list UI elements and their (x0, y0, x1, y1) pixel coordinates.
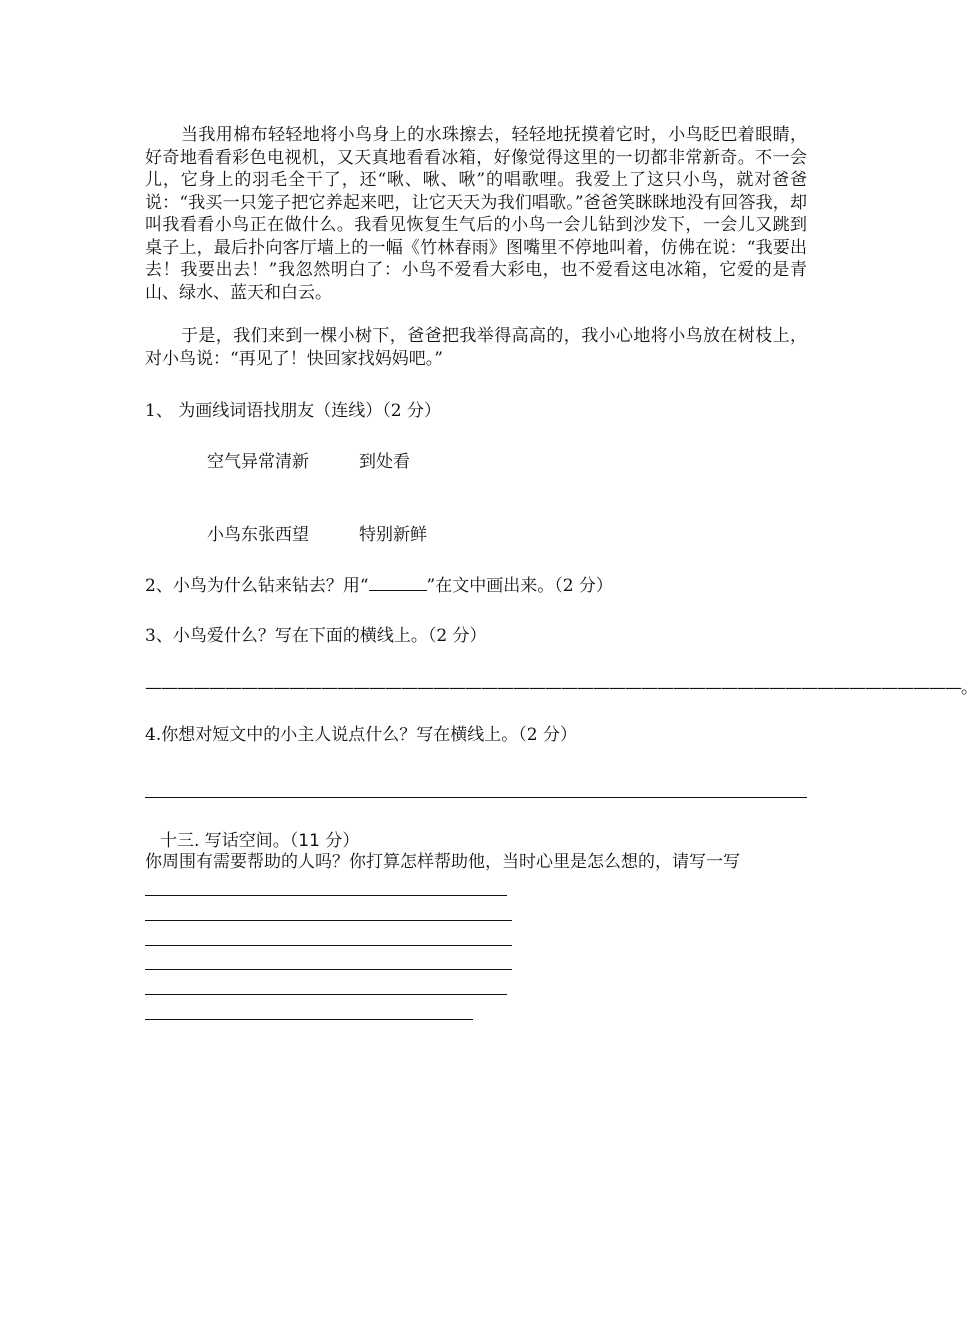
question-2 (145, 575, 613, 597)
question-3-prompt: 3、小鸟爱什么？写在下面的横线上。（2 分） (145, 626, 487, 646)
match-left-bottom: 小鸟东张西望 (207, 525, 309, 545)
section-13-heading: 十三. 写话空间。（11 分） (160, 831, 360, 851)
question-4-prompt: 4.你想对短文中的小主人说点什么？写在横线上。（2 分） (145, 725, 577, 745)
writing-line (145, 1019, 473, 1020)
writing-line (145, 920, 512, 921)
passage-paragraph-1: 当我用棉布轻轻地将小鸟身上的水珠擦去，轻轻地抚摸着它时，小鸟眨巴着眼睛，好奇地看看彩色电视机，又天真地看看冰箱，好像觉得这里的一切都非常新奇。不一会儿，它身上的羽毛全干了，还“啾、啾、啾”的唱歌哩。我爱上了这只小鸟，就对爸爸说：“我买一只笼子把它养起来吧，让它天天为我们唱歌。”爸爸笑眯眯地没有回答我，却叫我看看小鸟正在做什么。我看见恢复生气后的小鸟一会儿钻到沙发下，一会儿又跳到桌子上，最后扑向客厅墙上的一幅《竹林春雨》图嘴里不停地叫着，仿佛在说：“我要出去！我要出去！”我忽然明白了：小鸟不爱看大彩电，也不爱看这电冰箱，它爱的是青山、绿水、蓝天和白云。 (145, 125, 807, 303)
question-3-answer-line: ———————————————————————————————————————————————————。 (145, 678, 977, 698)
match-right-top: 到处看 (359, 452, 410, 472)
question-1-prompt: 1、 为画线词语找朋友（连线）（2 分） (145, 401, 441, 421)
writing-line (145, 969, 512, 970)
underline-blank (369, 576, 427, 591)
match-left-top: 空气异常清新 (207, 452, 309, 472)
section-13-prompt: 你周围有需要帮助的人吗？你打算怎样帮助他，当时心里是怎么想的，请写一写 (145, 852, 740, 872)
question-2-text-after: ”在文中画出来。（2 分） (426, 576, 613, 596)
writing-line (145, 945, 512, 946)
passage-paragraph-2: 于是，我们来到一棵小树下，爸爸把我举得高高的，我小心地将小鸟放在树枝上，对小鸟说：“再见了！快回家找妈妈吧。” (145, 326, 807, 369)
match-right-bottom: 特别新鲜 (359, 525, 427, 545)
writing-line (145, 994, 507, 995)
writing-line (145, 895, 507, 896)
question-2-text-before: 2、小鸟为什么钻来钻去？用“ (145, 576, 369, 596)
question-4-answer-line (145, 797, 807, 798)
